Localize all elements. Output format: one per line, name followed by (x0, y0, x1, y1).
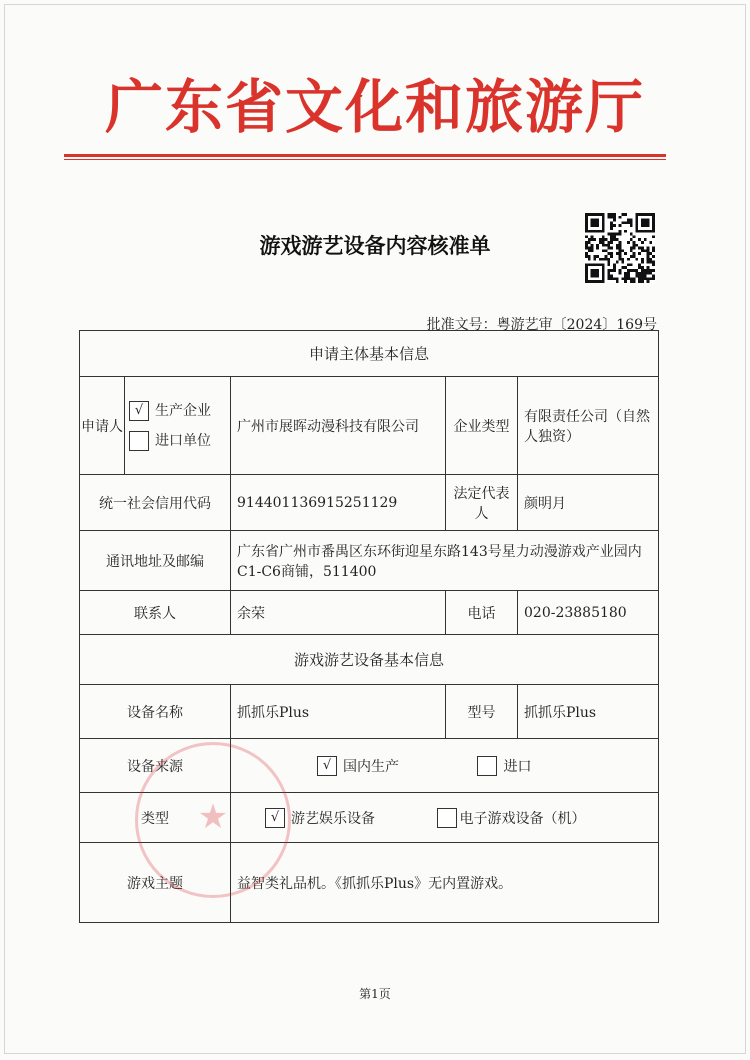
option-importer-label: 进口单位 (155, 432, 211, 449)
seal-star-icon: ★ (197, 797, 229, 837)
device-name-label: 设备名称 (80, 685, 231, 739)
applicant-label: 申请人 (80, 377, 125, 475)
legal-rep-label: 法定代表人 (446, 475, 518, 531)
address-label: 通讯地址及邮编 (80, 531, 231, 591)
source-options (231, 739, 659, 793)
option-producer-label: 生产企业 (155, 402, 211, 419)
model: 抓抓乐Plus (518, 685, 659, 739)
type-label: 类型 (80, 793, 231, 843)
applicant-section-title: 申请主体基本信息 (80, 331, 659, 377)
source-label: 设备来源 (80, 739, 231, 793)
header-rule-thin (64, 159, 666, 160)
option-domestic[interactable] (317, 756, 399, 776)
phone: 020-23885180 (518, 591, 659, 635)
page-number: 第1页 (359, 987, 391, 1001)
option-imported-label: 进口 (503, 758, 532, 775)
model-label: 型号 (446, 685, 518, 739)
device-section-title: 游戏游艺设备基本信息 (80, 635, 659, 685)
checkbox-importer[interactable] (129, 431, 149, 451)
document-title: 游戏游艺设备内容核准单 (259, 234, 491, 258)
phone-label: 电话 (446, 591, 518, 635)
legal-rep: 颜明月 (518, 475, 659, 531)
contact: 余荣 (231, 591, 446, 635)
type-options (231, 793, 659, 843)
company-type: 有限责任公司（自然人独资） (518, 377, 659, 475)
option-electronic-label: 电子游戏设备（机） (459, 810, 586, 827)
header-rule-thick (64, 154, 666, 157)
option-domestic-label: 国内生产 (343, 758, 399, 775)
device-name: 抓抓乐Plus (231, 685, 446, 739)
approval-form-table (79, 330, 659, 923)
checkbox-amusement[interactable]: √ (265, 808, 285, 828)
checkbox-electronic[interactable] (437, 808, 457, 828)
org-title: 广东省文化和旅游厅 (104, 73, 645, 141)
credit-code: 914401136915251129 (231, 475, 446, 531)
qr-code (585, 213, 655, 283)
option-electronic[interactable] (437, 808, 585, 828)
address: 广东省广州市番禺区东环街迎星东路143号星力动漫游戏产业园内C1-C6商铺，511400 (231, 531, 659, 591)
checkbox-domestic[interactable]: √ (317, 756, 337, 776)
option-amusement[interactable] (265, 808, 375, 828)
applicant-type-options (125, 377, 231, 475)
credit-code-label: 统一社会信用代码 (80, 475, 231, 531)
checkbox-imported[interactable] (477, 756, 497, 776)
theme: 益智类礼品机。《抓抓乐Plus》无内置游戏。 (231, 843, 659, 923)
checkbox-producer[interactable]: √ (129, 401, 149, 421)
option-amusement-label: 游艺娱乐设备 (291, 810, 375, 827)
company-name: 广州市展晖动漫科技有限公司 (231, 377, 446, 475)
company-type-label: 企业类型 (446, 377, 518, 475)
contact-label: 联系人 (80, 591, 231, 635)
approval-number: 批准文号：粤游艺审〔2024〕169号 (426, 317, 657, 333)
option-imported[interactable] (477, 756, 531, 776)
theme-label: 游戏主题 (80, 843, 231, 923)
option-producer[interactable] (129, 396, 226, 426)
option-importer[interactable] (129, 426, 226, 456)
